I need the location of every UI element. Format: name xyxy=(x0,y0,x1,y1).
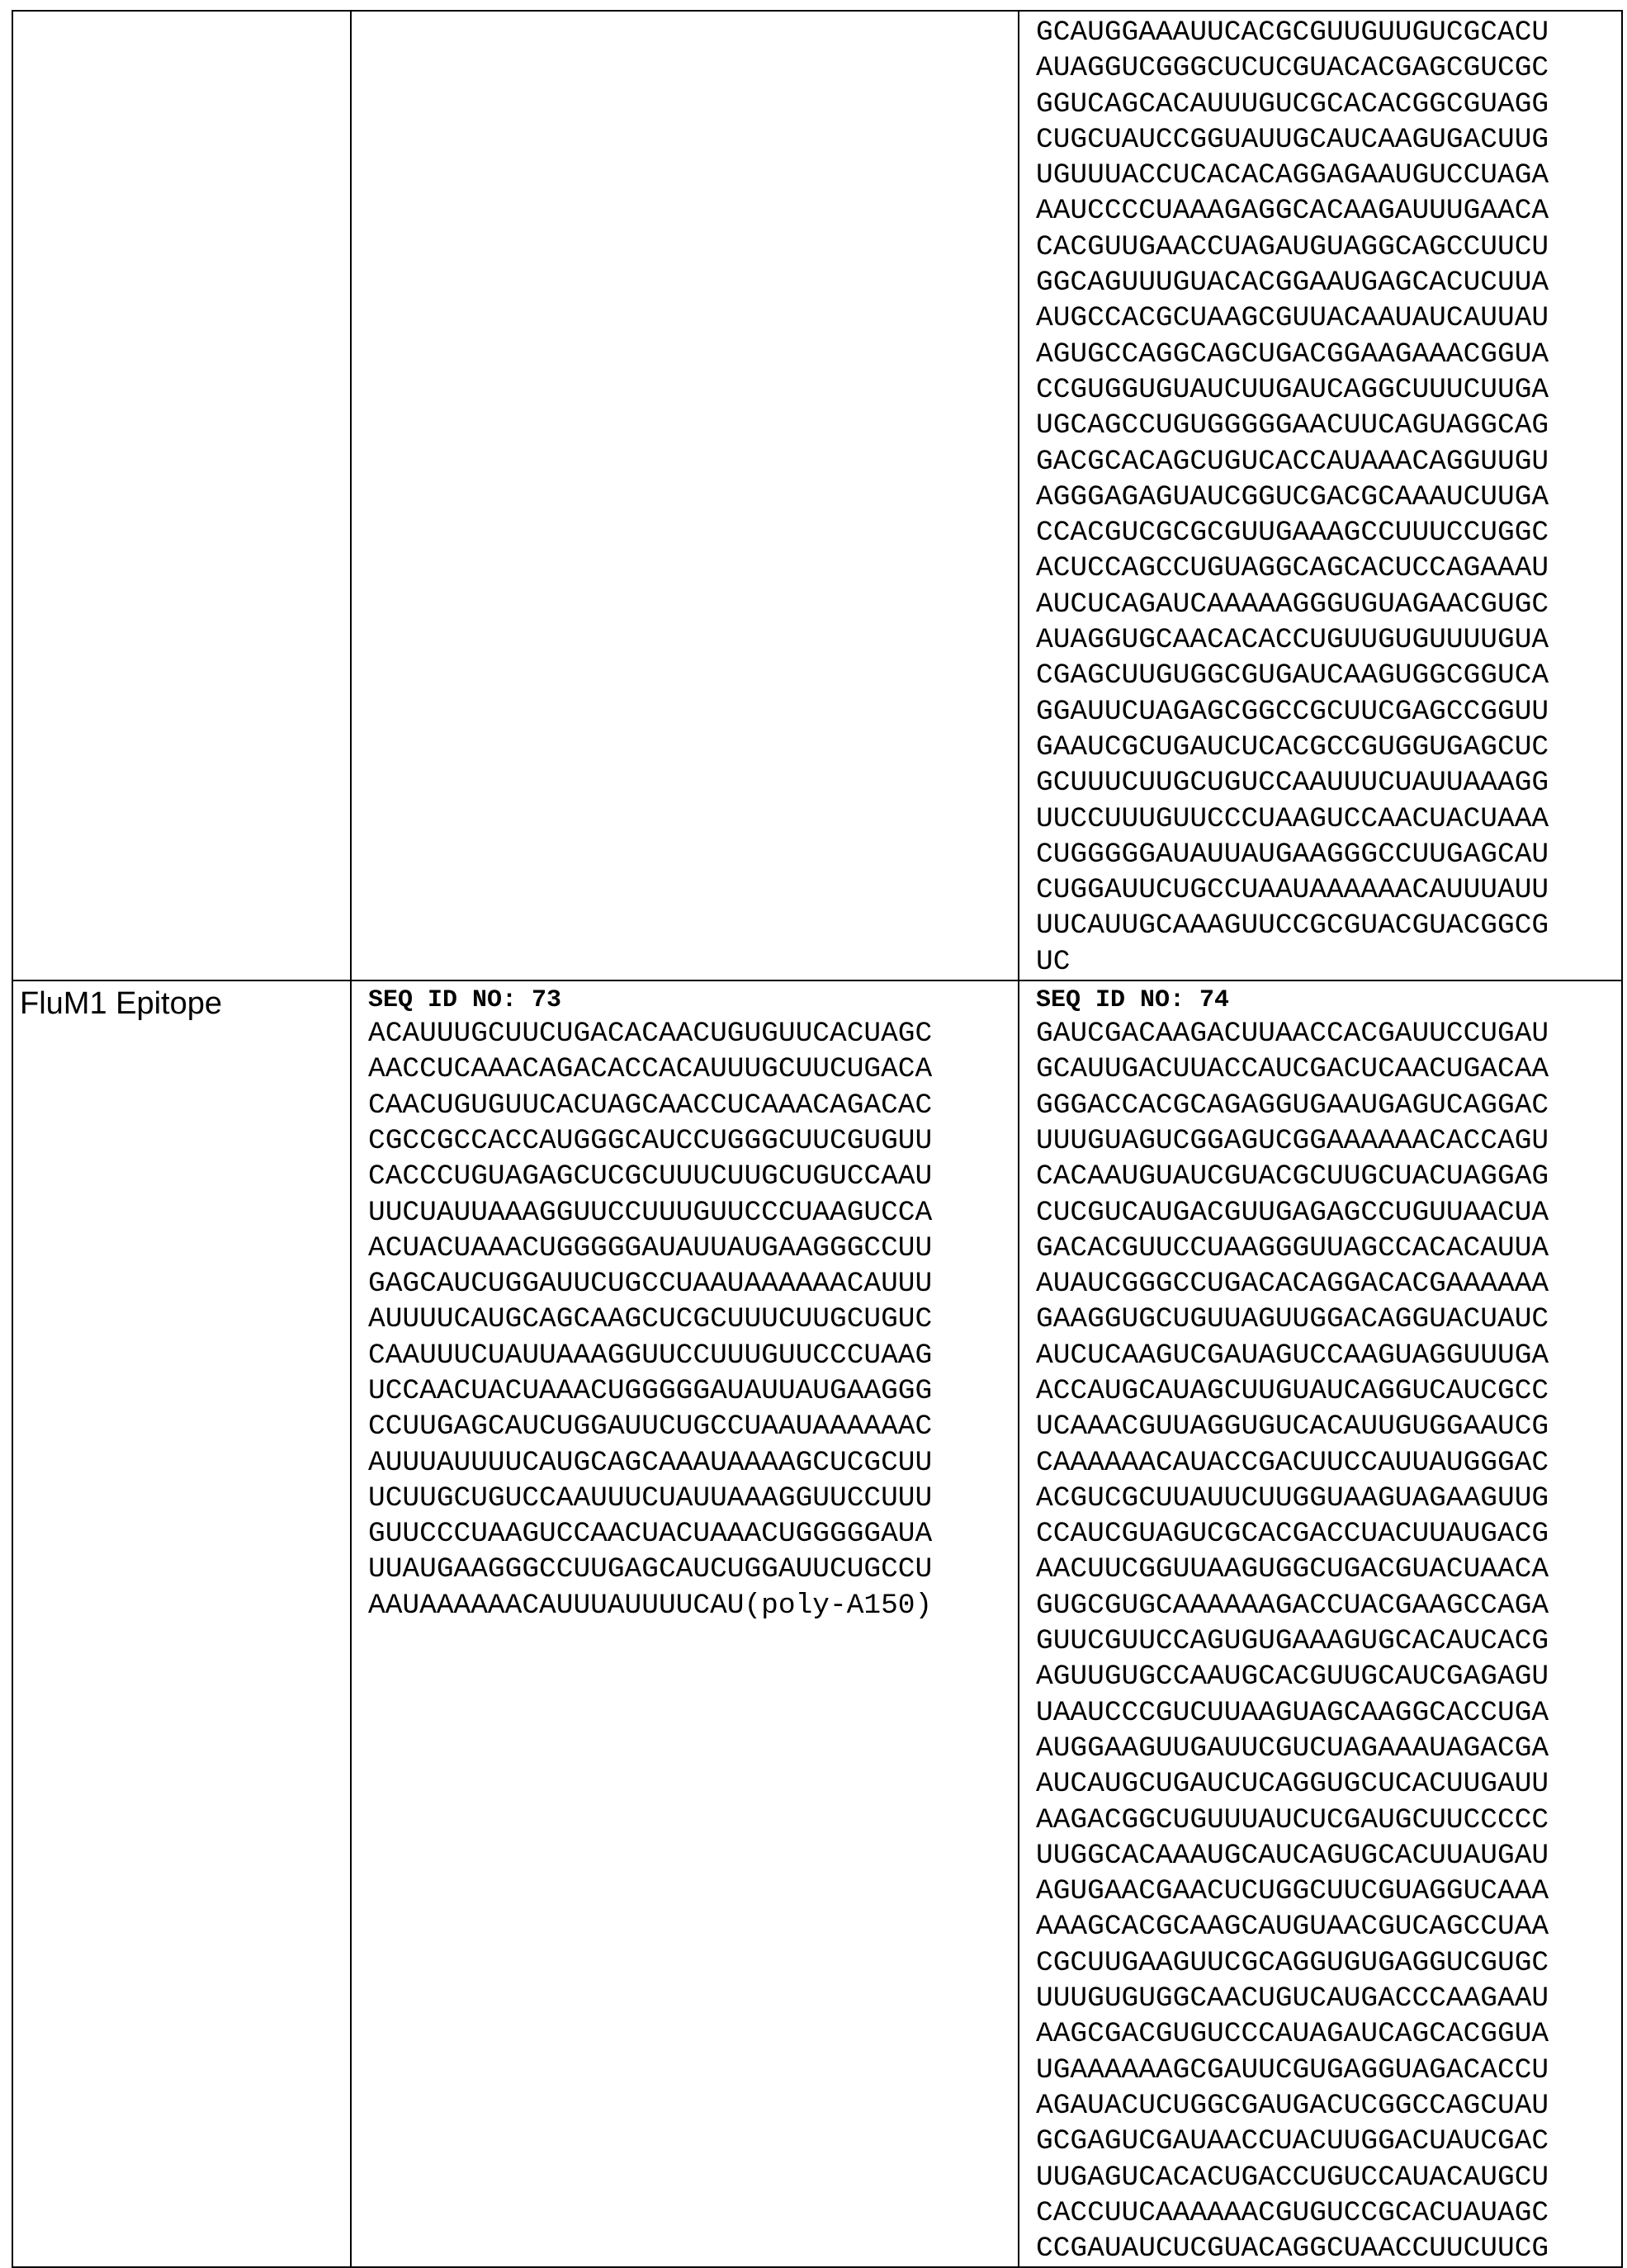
sequence-line: ACGUCGCUUAUUCUUGGUAAGUAGAAGUUG xyxy=(1036,1481,1621,1516)
sequence-line: AAUCCCCUAAAGAGGCACAAGAUUUGAACA xyxy=(1036,193,1621,229)
sequence-line: ACUCCAGCCUGUAGGCAGCACUCCAGAAAU xyxy=(1036,550,1621,586)
sequence-cell xyxy=(1019,11,1622,980)
sequence-line: UUUGUAGUCGGAGUCGGAAAAAACACCAGU xyxy=(1036,1123,1621,1159)
sequence-line: AACCUCAAACAGACACCACAUUUGCUUCUGACA xyxy=(368,1051,1018,1087)
sequence-line: UCUUGCUGUCCAAUUUCUAUUAAAGGUUCCUUU xyxy=(368,1481,1018,1516)
sequence-line: UGAAAAAAGCGAUUCGUGAGGUAGACACCU xyxy=(1036,2053,1621,2088)
table-row xyxy=(12,11,1622,980)
sequence-line: CAAUUUCUAUUAAAGGUUCCUUUGUUCCCUAAG xyxy=(368,1338,1018,1373)
sequence-line: CUCGUCAUGACGUUGAGAGCCUGUUAACUA xyxy=(1036,1195,1621,1231)
sequence-line: UUUGUGUGGCAACUGUCAUGACCCAAGAAU xyxy=(1036,1981,1621,2016)
sequence-line: GAAGGUGCUGUUAGUUGGACAGGUACUAUC xyxy=(1036,1302,1621,1337)
sequence-line: UAAUCCCGUCUUAAGUAGCAAGGCACCUGA xyxy=(1036,1695,1621,1731)
sequence-line: CCACGUCGCGCGUUGAAAGCCUUUCCUGGC xyxy=(1036,515,1621,550)
sequence-line: AUGGAAGUUGAUUCGUCUAGAAAUAGACGA xyxy=(1036,1731,1621,1766)
sequence-line: AAGCGACGUGUCCCAUAGAUCAGCACGGUA xyxy=(1036,2016,1621,2052)
sequence-line: CCGUGGUGUAUCUUGAUCAGGCUUUCUUGA xyxy=(1036,372,1621,408)
sequence-line: CCGAUAUCUCGUACAGGCUAACCUUCUUCG xyxy=(1036,2231,1621,2266)
sequence-line: GUGCGUGCAAAAAAGACCUACGAAGCCAGA xyxy=(1036,1588,1621,1623)
sequence-line: AGGGAGAGUAUCGGUCGACGCAAAUCUUGA xyxy=(1036,480,1621,515)
sequence-line: AUAGGUCGGGCUCUCGUACACGAGCGUCGC xyxy=(1036,50,1621,86)
sequence-line: GGCAGUUUGUACACGGAAUGAGCACUCUUA xyxy=(1036,265,1621,300)
sequence-line: AAUAAAAAACAUUUAUUUUCAU(poly-A150) xyxy=(368,1588,1018,1623)
sequence-line: CUGCUAUCCGGUAUUGCAUCAAGUGACUUG xyxy=(1036,122,1621,158)
sequence-line: AUCAUGCUGAUCUCAGGUGCUCACUUGAUU xyxy=(1036,1766,1621,1802)
sequence-line: CCAUCGUAGUCGCACGACCUACUUAUGACG xyxy=(1036,1516,1621,1552)
sequence-line: UUCCUUUGUUCCCUAAGUCCAACUACUAAA xyxy=(1036,801,1621,837)
sequence-block xyxy=(1019,12,1621,980)
sequence-table xyxy=(12,10,1623,2268)
sequence-line: AUUUUCAUGCAGCAAGCUCGCUUUCUUGCUGUC xyxy=(368,1302,1018,1337)
sequence-line: AAAGCACGCAAGCAUGUAACGUCAGCCUAA xyxy=(1036,1909,1621,1944)
sequence-line: CCUUGAGCAUCUGGAUUCUGCCUAAUAAAAAAC xyxy=(368,1409,1018,1444)
sequence-line: CGAGCUUGUGGCGUGAUCAAGUGGCGGUCA xyxy=(1036,658,1621,693)
sequence-line: GUUCGUUCCAGUGUGAAAGUGCACAUCACG xyxy=(1036,1623,1621,1659)
sequence-line: AGAUACUCUGGCGAUGACUCGGCCAGCUAU xyxy=(1036,2088,1621,2124)
sequence-line: GCAUGGAAAUUCACGCGUUGUUGUCGCACU xyxy=(1036,15,1621,50)
sequence-line: ACAUUUGCUUCUGACACAACUGUGUUCACUAGC xyxy=(368,1016,1018,1051)
sequence-line: GAGCAUCUGGAUUCUGCCUAAUAAAAAACAUUU xyxy=(368,1266,1018,1302)
sequence-line: UUGGCACAAAUGCAUCAGUGCACUUAUGAU xyxy=(1036,1838,1621,1873)
sequence-line: GCGAGUCGAUAACCUACUUGGACUAUCGAC xyxy=(1036,2124,1621,2159)
sequence-line: CUGGAUUCUGCCUAAUAAAAAACAUUUAUU xyxy=(1036,872,1621,908)
sequence-line: UGUUUACCUCACACAGGAGAAUGUCCUAGA xyxy=(1036,158,1621,193)
seq-id-header: SEQ ID NO: 73 xyxy=(368,985,1018,1016)
sequence-line: AUAUCGGGCCUGACACAGGACACGAAAAAA xyxy=(1036,1266,1621,1302)
construct-name xyxy=(13,12,350,15)
sequence-line: GCAUUGACUUACCAUCGACUCAACUGACAA xyxy=(1036,1051,1621,1087)
sequence-cell xyxy=(351,11,1019,980)
sequence-line: AGUGCCAGGCAGCUGACGGAAGAAACGGUA xyxy=(1036,337,1621,372)
sequence-line: UUGAGUCACACUGACCUGUCCAUACAUGCU xyxy=(1036,2160,1621,2195)
seq-id-header: SEQ ID NO: 74 xyxy=(1036,985,1621,1016)
sequence-line: ACUACUAAACUGGGGGAUAUUAUGAAGGGCCUU xyxy=(368,1231,1018,1266)
sequence-line: AUGCCACGCUAAGCGUUACAAUAUCAUUAU xyxy=(1036,300,1621,336)
sequence-line: GCUUUCUUGCUGUCCAAUUUCUAUUAAAGG xyxy=(1036,765,1621,801)
sequence-line: CACGUUGAACCUAGAUGUAGGCAGCCUUCU xyxy=(1036,229,1621,265)
sequence-line: AGUUGUGCCAAUGCACGUUGCAUCGAGAGU xyxy=(1036,1659,1621,1694)
sequence-line: GAAUCGCUGAUCUCACGCCGUGGUGAGCUC xyxy=(1036,730,1621,765)
sequence-line: AUAGGUGCAACACACCUGUUGUGUUUUGUA xyxy=(1036,622,1621,658)
sequence-line: UUCAUUGCAAAGUUCCGCGUACGUACGGCG xyxy=(1036,908,1621,943)
sequence-line: UCAAACGUUAGGUGUCACAUUGUGGAAUCG xyxy=(1036,1409,1621,1444)
sequence-line: GGUCAGCACAUUUGUCGCACACGGCGUAGG xyxy=(1036,87,1621,122)
construct-name: FluM1 Epitope xyxy=(13,981,350,1023)
sequence-line: AAGACGGCUGUUUAUCUCGAUGCUUCCCCC xyxy=(1036,1803,1621,1838)
sequence-line: GAUCGACAAGACUUAACCACGAUUCCUGAU xyxy=(1036,1016,1621,1051)
sequence-line: AUUUAUUUUCAUGCAGCAAAUAAAAGCUCGCUU xyxy=(368,1445,1018,1481)
sequence-line: CACAAUGUAUCGUACGCUUGCUACUAGGAG xyxy=(1036,1159,1621,1194)
sequence-cell xyxy=(1019,980,1622,2267)
construct-name-cell xyxy=(12,11,351,980)
sequence-line: GUUCCCUAAGUCCAACUACUAAACUGGGGGAUA xyxy=(368,1516,1018,1552)
sequence-line: CAACUGUGUUCACUAGCAACCUCAAACAGACAC xyxy=(368,1088,1018,1123)
sequence-line: CUGGGGGAUAUUAUGAAGGGCCUUGAGCAU xyxy=(1036,837,1621,872)
table-row xyxy=(12,980,1622,2267)
sequence-line: GACACGUUCCUAAGGGUUAGCCACACAUUA xyxy=(1036,1231,1621,1266)
sequence-block xyxy=(352,12,1018,15)
sequence-line: UCCAACUACUAAACUGGGGGAUAUUAUGAAGGG xyxy=(368,1373,1018,1409)
sequence-line: AACUUCGGUUAAGUGGCUGACGUACUAACA xyxy=(1036,1552,1621,1587)
sequence-line: CACCUUCAAAAAACGUGUCCGCACUAUAGC xyxy=(1036,2195,1621,2231)
sequence-line: CAAAAAACAUACCGACUUCCAUUAUGGGAC xyxy=(1036,1445,1621,1481)
construct-name-cell xyxy=(12,980,351,2267)
sequence-cell xyxy=(351,980,1019,2267)
sequence-line: AUCUCAGAUCAAAAAGGGUGUAGAACGUGC xyxy=(1036,587,1621,622)
sequence-line: UC xyxy=(1036,944,1621,980)
sequence-line: ACCAUGCAUAGCUUGUAUCAGGUCAUCGCC xyxy=(1036,1373,1621,1409)
sequence-block xyxy=(1019,981,1621,2266)
sequence-line: CGCCGCCACCAUGGGCAUCCUGGGCUUCGUGUU xyxy=(368,1123,1018,1159)
sequence-line: AGUGAACGAACUCUGGCUUCGUAGGUCAAA xyxy=(1036,1873,1621,1909)
sequence-line: GGGACCACGCAGAGGUGAAUGAGUCAGGAC xyxy=(1036,1088,1621,1123)
sequence-line: CACCCUGUAGAGCUCGCUUUCUUGCUGUCCAAU xyxy=(368,1159,1018,1194)
sequence-line: CGCUUGAAGUUCGCAGGUGUGAGGUCGUGC xyxy=(1036,1945,1621,1981)
sequence-line: AUCUCAAGUCGAUAGUCCAAGUAGGUUUGA xyxy=(1036,1338,1621,1373)
sequence-line: GACGCACAGCUGUCACCAUAAACAGGUUGU xyxy=(1036,444,1621,480)
sequence-line: UUCUAUUAAAGGUUCCUUUGUUCCCUAAGUCCA xyxy=(368,1195,1018,1231)
sequence-line: GGAUUCUAGAGCGGCCGCUUCGAGCCGGUU xyxy=(1036,694,1621,730)
sequence-line: UUAUGAAGGGCCUUGAGCAUCUGGAUUCUGCCU xyxy=(368,1552,1018,1587)
sequence-line: UGCAGCCUGUGGGGGAACUUCAGUAGGCAG xyxy=(1036,408,1621,443)
sequence-block xyxy=(352,981,1018,1623)
